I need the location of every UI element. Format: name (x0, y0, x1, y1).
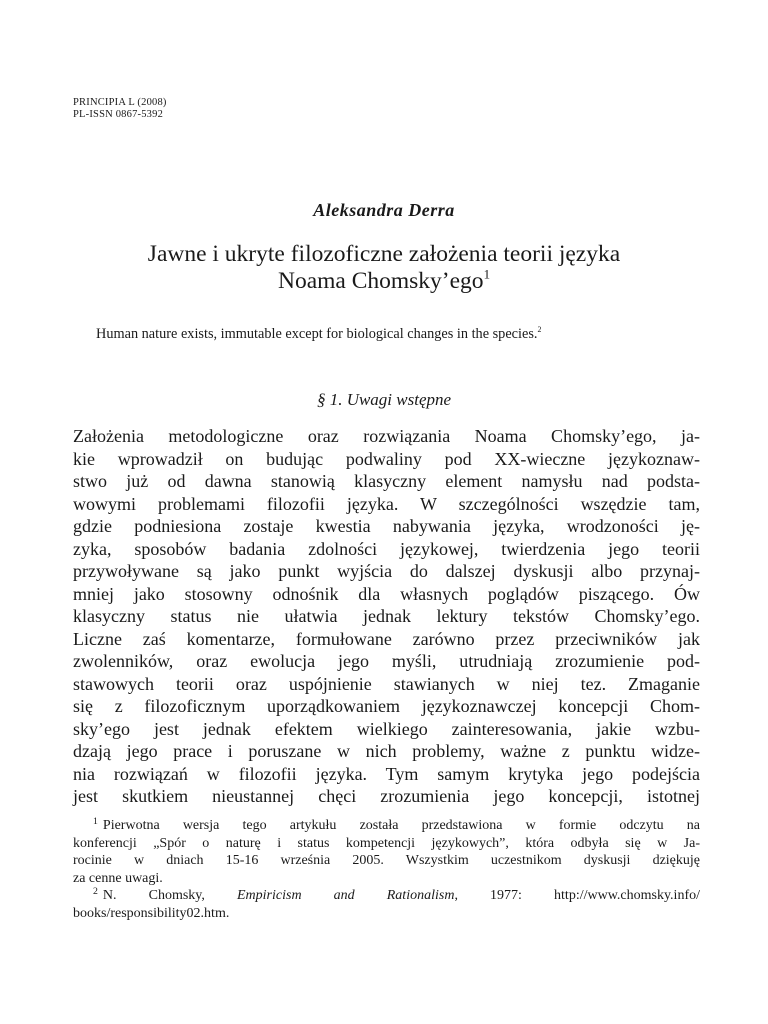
body-line: zyka, sposobów badania zdolności językowej, twierdzenia jego teorii (73, 538, 700, 559)
footnote-1-line-3: rocinie w dniach 15-16 września 2005. Wszystkim uczestnikom dyskusji dziękuję (73, 853, 700, 868)
footnote-1-line-1 (73, 817, 700, 835)
body-line: zwolenników, oraz ewolucja jego myśli, utrudniają zrozumienie pod- (73, 651, 700, 671)
footnote-1-line-2: konferencji „Spór o naturę i status kompetencji językowych”, która odbyła się w Ja- (73, 835, 700, 851)
footnote-2-mark: 2 (93, 886, 98, 898)
body-line: Założenia metodologiczne oraz rozwiązania Noama Chomsky’ego, ja- (73, 426, 700, 446)
footnotes (73, 817, 700, 922)
body-line: jest skutkiem nieustannej chęci zrozumienia jego koncepcji, istotnej (73, 786, 700, 806)
footnote-2-link[interactable]: , 1977: http://www.chomsky.info/ (454, 888, 700, 903)
body-line: przywoływane są jako punkt wyjścia do dalszej dyskusji albo przynaj- (73, 561, 700, 581)
body-line: klasyczny status nie ułatwia jednak lektury tekstów Chomsky’ego. (73, 606, 700, 626)
body-line: się z filozoficznym uporządkowaniem językoznawczej koncepcji Chom- (73, 696, 700, 716)
journal-masthead (73, 97, 167, 121)
journal-citation: PRINCIPIA L (2008) (73, 97, 167, 108)
body-line: mniej jako stosowny odnośnik dla własnych poglądów piszącego. Ów (73, 583, 700, 604)
body-line: Liczne zaś komentarze, formułowane zarówno przez przeciwników jak (73, 628, 700, 649)
footnote-2-author: N. Chomsky, (102, 888, 205, 903)
journal-issn: PL-ISSN 0867-5392 (73, 109, 164, 120)
title-line-1: Jawne i ukryte filozoficzne założenia teorii języka (147, 241, 621, 267)
title-line-2-text: Noama Chomsky’ego (277, 268, 484, 294)
footnote-1-line-4: za cenne uwagi. (73, 870, 163, 886)
body-line: stawowych teorii oraz uspójnienie stawianych w niej tez. Zmaganie (73, 673, 700, 694)
body-line: gdzie podniesiona zostaje kwestia nabywania języka, wrodzoności ję- (73, 516, 700, 536)
article-title (0, 241, 768, 295)
body-line: sky’ego jest jednak efektem wielkiego zainteresowania, jakie wzbu- (73, 718, 700, 739)
body-paragraph (73, 425, 700, 808)
author-name: Aleksandra Derra (313, 200, 455, 220)
footnote-1-mark: 1 (93, 816, 98, 828)
body-line: kie wprowadził on budując podwaliny pod XX-wieczne językoznaw- (73, 448, 700, 469)
body-line: stwo już od dawna stanowią klasyczny element namysłu nad podsta- (73, 471, 700, 491)
epigraph (96, 326, 706, 343)
title-line-2 (0, 268, 768, 295)
footnote-2-line-2[interactable]: books/responsibility02.htm. (73, 905, 230, 921)
section-heading: § 1. Uwagi wstępne (316, 390, 452, 409)
body-line: dzają jego prace i poruszane w nich problemy, ważne z punktu widze- (73, 741, 700, 761)
footnote-1-text: Pierwotna wersja tego artykułu została przedstawiona w formie odczytu na (102, 818, 700, 833)
title-footnote-mark: 1 (483, 266, 491, 282)
body-line: nia rozwiązań w filozofii języka. Tym samym krytyka jego podejścia (73, 763, 700, 784)
epigraph-text: Human nature exists, immutable except for biological changes in the species. (96, 326, 538, 342)
body-line: wowymi problemami filozofii języka. W szczególności wszędzie tam, (73, 493, 700, 514)
footnote-2-work: Empiricism and Rationalism (237, 888, 455, 903)
footnote-2-line-1 (73, 887, 700, 905)
epigraph-footnote-mark: 2 (537, 325, 542, 335)
